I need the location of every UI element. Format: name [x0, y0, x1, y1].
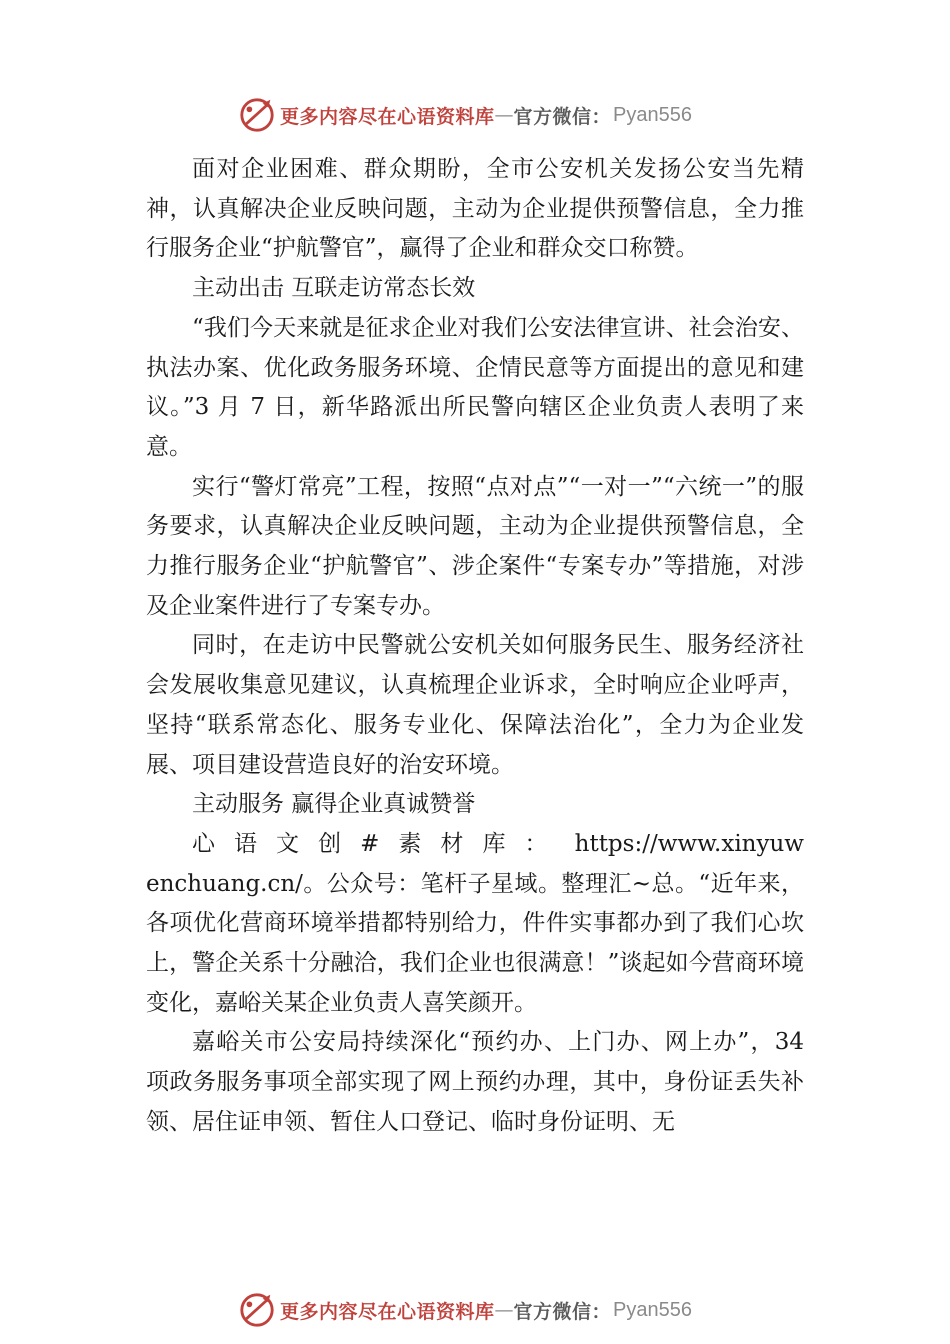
spaced-rest-text: https://www.xinyuwenchuang.cn/。公众号：笔杆子星域。整理汇~总。“近年来，各项优化营商环境举措都特别给力，件件实事都办到了我们心坎上，警企关系十分融洽，我们企业也很满意！”谈起如今营商环境变化，嘉峪关某企业负责人喜笑颜开。 [146, 830, 804, 1016]
paragraph: “我们今天来就是征求企业对我们公安法律宣讲、社会治安、执法办案、优化政务服务环境、企情民意等方面提出的意见和建议。”3 月 7 日，新华路派出所民警向辖区企业负责人表明了来意。 [146, 314, 804, 460]
watermark-dash: — [494, 104, 514, 126]
watermark-dash: — [494, 1299, 514, 1321]
paragraph: 面对企业困难、群众期盼，全市公安机关发扬公安当先精神，认真解决企业反映问题，主动为企业提供预警信息，全力推行服务企业“护航警官”，赢得了企业和群众交口称赞。 [146, 156, 804, 262]
paragraph: 同时，在走访中民警就公安机关如何服务民生、服务经济社会发展收集意见建议，认真梳理企业诉求，全时响应企业呼声，坚持“联系常态化、服务专业化、保障法治化”，全力为企业发展、项目建设营造良好的治安环境。 [146, 632, 804, 778]
section-heading: 主动服务 赢得企业真诚赞誉 [192, 791, 476, 818]
section-heading: 主动出击 互联走访常态长效 [192, 275, 476, 302]
watermark-wechat-id: Pyan556 [613, 103, 692, 126]
watermark-wechat-label: 官方微信： [513, 1300, 612, 1323]
spaced-lead-text: 心语文创#素材库： [192, 830, 567, 857]
paragraph: 嘉峪关市公安局持续深化“预约办、上门办、网上办”，34 项政务服务事项全部实现了网上预约办理，其中，身份证丢失补领、居住证申领、暂住人口登记、临时身份证明、无 [146, 1029, 804, 1135]
watermark-wechat-label: 官方微信： [513, 105, 612, 128]
pen-logo-icon [238, 96, 276, 134]
pen-logo-icon [238, 1291, 276, 1329]
watermark-main-text: 更多内容尽在心语资料库 [280, 105, 495, 128]
paragraph: 实行“警灯常亮”工程，按照“点对点”“一对一”“六统一”的服务要求，认真解决企业反映问题，主动为企业提供预警信息，全力推行服务企业“护航警官”、涉企案件“专案专办”等措施，对涉及企业案件进行了专案专办。 [146, 473, 804, 619]
watermark-banner-top [238, 95, 798, 135]
watermark-main-text: 更多内容尽在心语资料库 [280, 1300, 495, 1323]
watermark-banner-bottom [238, 1290, 798, 1330]
article-body [146, 150, 804, 1143]
watermark-wechat-id: Pyan556 [613, 1298, 692, 1321]
paragraph-spaced [146, 825, 804, 1024]
